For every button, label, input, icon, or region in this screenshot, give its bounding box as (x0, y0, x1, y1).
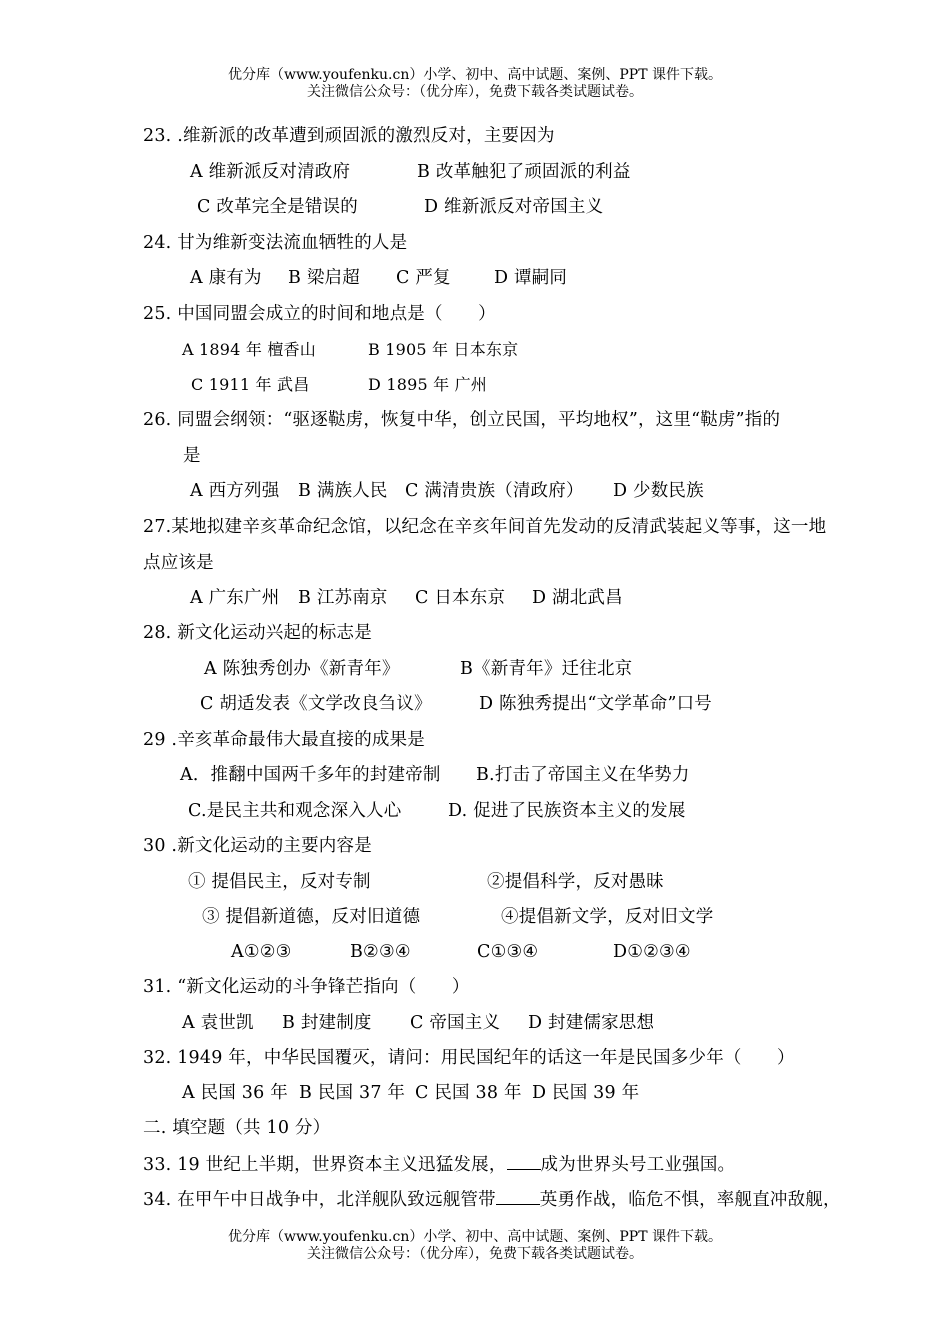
question-29-stem: 29 .辛亥革命最伟大最直接的成果是 (143, 730, 425, 750)
question-24-option-c: C 严复 (396, 268, 451, 288)
question-28-option-c: C 胡适发表《文学改良刍议》 (200, 694, 432, 714)
question-24-option-d: D 谭嗣同 (494, 268, 568, 288)
question-33-blank (507, 1151, 541, 1170)
footer-line-1: 优分库（www.youfenku.cn）小学、初中、高中试题、案例、PPT 课件下载。 (227, 1229, 722, 1245)
question-33-text-after: 成为世界头号工业强国。 (540, 1155, 736, 1175)
question-29-option-d: D. 促进了民族资本主义的发展 (448, 801, 686, 821)
page-footer (0, 1229, 950, 1263)
question-23-option-c: C 改革完全是错误的 (197, 197, 358, 217)
question-31-option-c: C 帝国主义 (410, 1013, 501, 1033)
question-29-option-c: C.是民主共和观念深入人心 (188, 801, 402, 821)
question-25-option-c: C 1911 年 武昌 (191, 375, 310, 394)
question-25-stem: 25. 中国同盟会成立的时间和地点是（ ） (143, 304, 496, 324)
question-26-stem: 26. 同盟会纲领：“驱逐鞑虏，恢复中华，创立民国，平均地权”，这里“鞑虏”指的 (143, 410, 781, 430)
question-27-option-d: D 湖北武昌 (532, 588, 623, 608)
question-34-text-after: 英勇作战，临危不惧，率舰直冲敌舰， (539, 1190, 841, 1210)
header-line-2: 关注微信公众号：（优分库），免费下载各类试题试卷。 (307, 84, 643, 100)
question-30-item-4: ④提倡新文学，反对旧文学 (501, 907, 714, 927)
question-23-option-b: B 改革触犯了顽固派的利益 (417, 162, 631, 182)
question-23-stem: 23. .维新派的改革遭到顽固派的激烈反对，主要因为 (143, 126, 555, 146)
question-27-option-a: A 广东广州 (190, 588, 280, 608)
question-31-option-d: D 封建儒家思想 (528, 1013, 655, 1033)
question-31-option-a: A 袁世凯 (182, 1013, 254, 1033)
question-31-stem: 31. “新文化运动的斗争锋芒指向（ ） (143, 977, 470, 997)
question-26-option-c: C 满清贵族（清政府） (405, 481, 584, 501)
question-24-option-b: B 梁启超 (288, 268, 360, 288)
question-30-option-c: C①③④ (477, 942, 539, 962)
question-26-option-a: A 西方列强 (190, 481, 280, 501)
question-30-item-2: ②提倡科学，反对愚昧 (487, 872, 664, 892)
question-28-stem: 28. 新文化运动兴起的标志是 (143, 623, 372, 643)
question-30-option-d: D①②③④ (613, 942, 691, 962)
question-30-stem: 30 .新文化运动的主要内容是 (143, 836, 372, 856)
question-33-text-before: 33. 19 世纪上半期，世界资本主义迅猛发展， (143, 1155, 507, 1175)
question-29-option-a: A．推翻中国两千多年的封建帝制 (180, 765, 441, 785)
question-32-option-c: C 民国 38 年 (415, 1083, 522, 1103)
page-header (0, 67, 950, 101)
question-25-option-b: B 1905 年 日本东京 (368, 340, 519, 359)
question-27-stem: 27.某地拟建辛亥革命纪念馆，以纪念在辛亥年间首先发动的反清武装起义等事，这一地 (143, 517, 827, 537)
question-26-option-b: B 满族人民 (298, 481, 388, 501)
question-24-option-a: A 康有为 (190, 268, 262, 288)
question-33 (143, 1151, 735, 1177)
section-fill-in-heading: 二. 填空题（共 10 分） (143, 1118, 331, 1138)
question-26-option-d: D 少数民族 (613, 481, 704, 501)
question-25-option-a: A 1894 年 檀香山 (182, 340, 316, 359)
question-30-item-1: ① 提倡民主，反对专制 (188, 872, 371, 892)
question-28-option-a: A 陈独秀创办《新青年》 (204, 659, 400, 679)
question-28-option-d: D 陈独秀提出“文学革命”口号 (479, 694, 712, 714)
question-24-stem: 24. 甘为维新变法流血牺牲的人是 (143, 233, 408, 253)
question-32-option-a: A 民国 36 年 (182, 1083, 288, 1103)
question-28-option-b: B《新青年》迁往北京 (460, 659, 633, 679)
question-26-stem-cont: 是 (183, 446, 201, 466)
question-29-option-b: B.打击了帝国主义在华势力 (476, 765, 690, 785)
question-30-item-3: ③ 提倡新道德，反对旧道德 (202, 907, 421, 927)
question-34 (143, 1186, 841, 1212)
question-27-stem-cont: 点应该是 (143, 553, 214, 573)
question-32-option-d: D 民国 39 年 (532, 1083, 640, 1103)
question-31-option-b: B 封建制度 (282, 1013, 372, 1033)
question-23-option-a: A 维新派反对清政府 (190, 162, 351, 182)
footer-line-2: 关注微信公众号：（优分库），免费下载各类试题试卷。 (307, 1246, 643, 1262)
question-25-option-d: D 1895 年 广州 (368, 375, 488, 394)
question-30-option-b: B②③④ (350, 942, 411, 962)
question-32-option-b: B 民国 37 年 (299, 1083, 406, 1103)
question-34-text-before: 34. 在甲午中日战争中，北洋舰队致远舰管带 (143, 1190, 496, 1210)
question-23-option-d: D 维新派反对帝国主义 (424, 197, 604, 217)
question-27-option-c: C 日本东京 (415, 588, 506, 608)
header-line-1: 优分库（www.youfenku.cn）小学、初中、高中试题、案例、PPT 课件下载。 (227, 67, 722, 83)
question-32-stem: 32. 1949 年，中华民国覆灭，请问：用民国纪年的话这一年是民国多少年（ ） (143, 1048, 795, 1068)
question-30-option-a: A①②③ (231, 942, 292, 962)
question-34-blank (496, 1186, 540, 1205)
question-27-option-b: B 江苏南京 (298, 588, 388, 608)
